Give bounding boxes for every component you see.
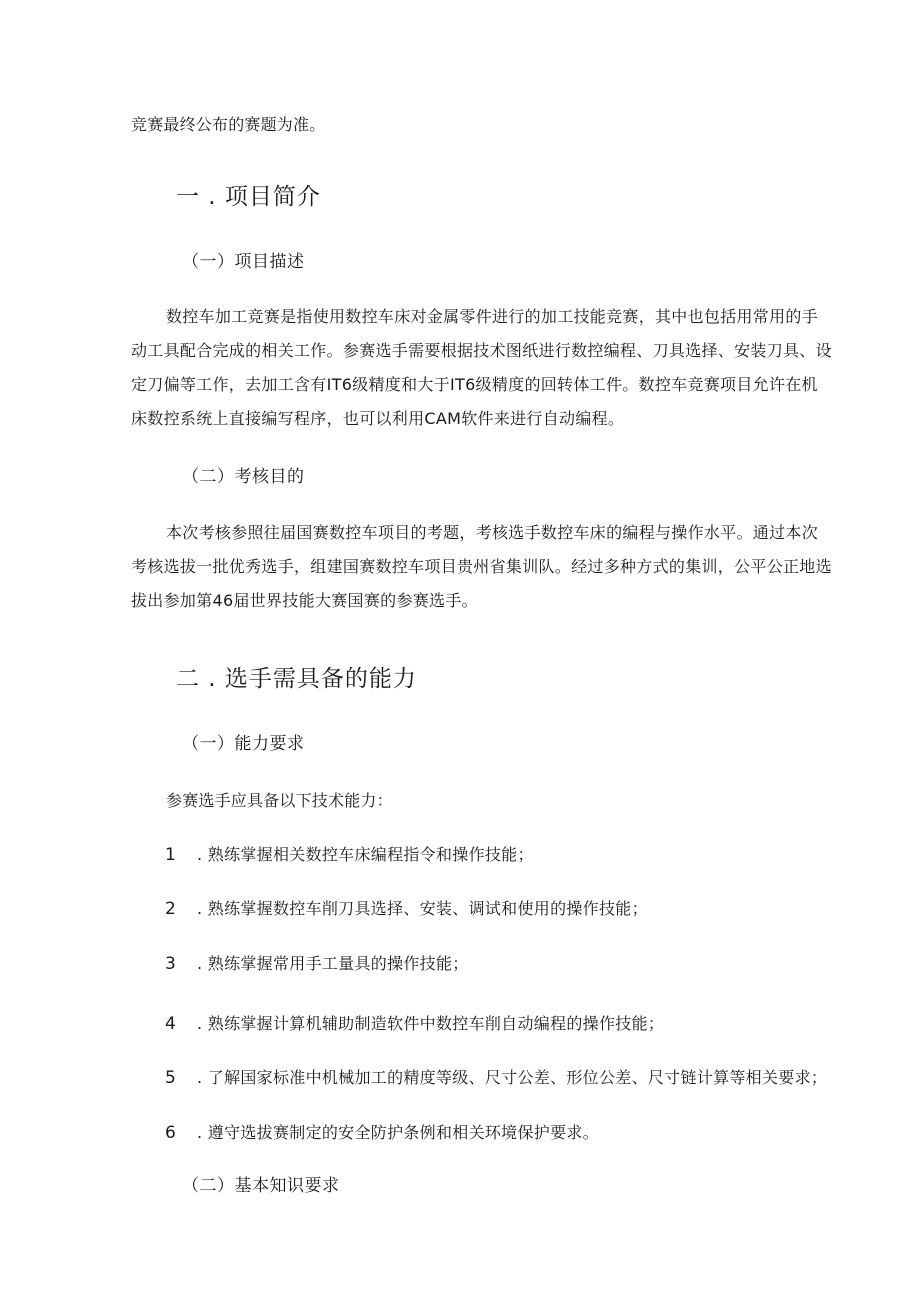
list-item [165,1123,599,1143]
section2-heading: 二 . 选手需具备的能力 [176,666,417,692]
section2-sub2-heading: （二）基本知识要求 [182,1176,340,1196]
paragraph-line: 定刀偏等工作，去加工含有IT6级精度和大于IT6级精度的回转体工件。数控车竞赛项目允许在机 [131,375,818,394]
list-item [165,845,534,865]
list-item [165,899,648,919]
list-item [165,1068,827,1088]
section1-heading: 一 . 项目简介 [176,184,321,210]
intro-tail-text: 竞赛最终公布的赛题为准。 [131,115,326,134]
paragraph-line: 动工具配合完成的相关工作。参赛选手需要根据技术图纸进行数控编程、刀具选择、安装刀具、设 [131,341,832,360]
list-item-text: . 熟练掌握数控车削刀具选择、安装、调试和使用的操作技能； [197,899,648,918]
list-item-number: 1 [165,845,177,865]
list-item-text: . 遵守选拔赛制定的安全防护条例和相关环境保护要求。 [197,1123,599,1142]
section2-sub1-heading: （一）能力要求 [182,734,305,754]
paragraph-line: 数控车加工竞赛是指使用数控车床对金属零件进行的加工技能竞赛，其中也包括用常用的手 [166,307,819,326]
list-item-number: 3 [165,954,177,974]
list-item-number: 6 [165,1123,177,1143]
list-item [165,1014,664,1034]
list-item-text: . 了解国家标准中机械加工的精度等级、尺寸公差、形位公差、尺寸链计算等相关要求； [197,1068,828,1087]
section1-sub1-heading: （一）项目描述 [182,252,305,272]
paragraph-line: 本次考核参照往届国赛数控车项目的考题，考核选手数控车床的编程与操作水平。通过本次 [166,523,819,542]
list-item [165,954,469,974]
list-item-text: . 熟练掌握相关数控车床编程指令和操作技能； [197,845,534,864]
list-item-number: 2 [165,899,177,919]
list-item-text: . 熟练掌握常用手工量具的操作技能； [197,954,469,973]
section1-sub2-paragraph [131,516,832,618]
section2-lead-text: 参赛选手应具备以下技术能力： [166,791,393,810]
section1-sub1-paragraph [131,300,832,436]
paragraph-line: 考核选拔一批优秀选手，组建国赛数控车项目贵州省集训队。经过多种方式的集训，公平公正地选 [131,557,832,576]
list-item-number: 5 [165,1068,177,1088]
paragraph-line: 床数控系统上直接编写程序，也可以利用CAM软件来进行自动编程。 [131,409,625,428]
list-item-text: . 熟练掌握计算机辅助制造软件中数控车削自动编程的操作技能； [197,1014,665,1033]
paragraph-line: 拔出参加第46届世界技能大赛国赛的参赛选手。 [131,591,478,610]
section1-sub2-heading: （二）考核目的 [182,467,305,487]
list-item-number: 4 [165,1014,177,1034]
